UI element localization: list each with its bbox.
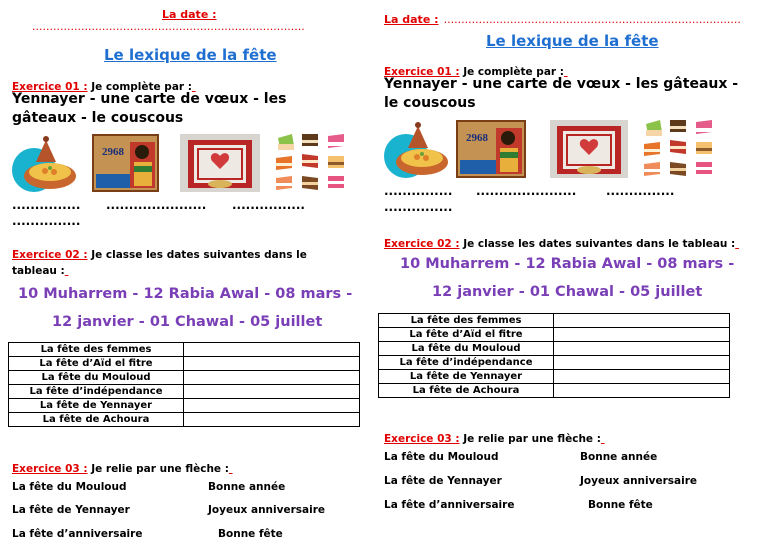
cakes-image [640, 116, 718, 180]
exercise-2-label: Exercice 02 : [12, 249, 88, 261]
greeting-card-image [550, 120, 628, 178]
answer-blank-3[interactable]: ................ [232, 198, 305, 212]
exercise-2-instruction: Je classe les dates suivantes dans le tableau : [459, 238, 736, 250]
match-right-2[interactable]: Joyeux anniversaire [580, 475, 698, 487]
exercise-1-label: Exercice 01 : [12, 81, 88, 93]
date-label: La date : [384, 13, 439, 26]
answer-blank-3[interactable]: ............... [606, 184, 675, 198]
table-row [9, 399, 360, 413]
exercise-2-header [12, 246, 342, 278]
answer-cell[interactable] [184, 385, 360, 399]
exercise-3-instruction: Je relie par une flèche : [459, 433, 601, 445]
fete-name: La fête de Achoura [379, 384, 554, 398]
date-dots: ..................................................................................... [443, 13, 741, 26]
match-right-1[interactable]: Bonne année [580, 451, 658, 463]
fete-name: La fête d’indépendance [379, 356, 554, 370]
couscous-image [12, 134, 78, 192]
match-right-2[interactable]: Joyeux anniversaire [208, 504, 326, 516]
right-worksheet [378, 0, 768, 543]
answer-cell[interactable] [554, 314, 730, 328]
exercise-1-words: Yennayer - une carte de vœux - les gâteaux - le couscous [12, 91, 287, 126]
match-left-3[interactable]: La fête d’anniversaire [12, 528, 143, 540]
match-right-3[interactable]: Bonne fête [218, 528, 283, 540]
answer-blank-4[interactable]: ............... [384, 200, 453, 214]
date-dots: .............................................................................. [32, 20, 305, 33]
answer-blank-1[interactable]: ............... [12, 198, 81, 212]
answer-cell[interactable] [554, 328, 730, 342]
exercise-1-instruction: Je complète par : [459, 66, 564, 78]
answer-blank-2[interactable]: ...................... [106, 198, 207, 212]
exercise-3-label: Exercice 03 : [384, 433, 460, 445]
table-row [9, 371, 360, 385]
yennayer-image [456, 120, 526, 178]
table-row [379, 356, 730, 370]
table-row [379, 328, 730, 342]
fete-name: La fête des femmes [9, 343, 184, 357]
match-right-3[interactable]: Bonne fête [588, 499, 653, 511]
fetes-table [378, 313, 730, 398]
match-left-2[interactable]: La fête de Yennayer [384, 475, 502, 487]
table-row [379, 384, 730, 398]
exercise-3-label: Exercice 03 : [12, 463, 88, 475]
fete-name: La fête du Mouloud [379, 342, 554, 356]
table-row [9, 343, 360, 357]
table-row [379, 370, 730, 384]
poster-year: 2968 [102, 146, 124, 158]
dates-line-2: 12 janvier - 01 Chawal - 05 juillet [432, 284, 703, 300]
answer-cell[interactable] [554, 384, 730, 398]
cakes-image [272, 130, 350, 194]
dates-line-2: 12 janvier - 01 Chawal - 05 juillet [52, 314, 323, 330]
dates-line-1: 10 Muharrem - 12 Rabia Awal - 08 mars - [400, 256, 735, 272]
page-title: Le lexique de la fête [486, 32, 659, 50]
exercise-1-words: Yennayer - une carte de vœux - les gâteaux - le couscous [384, 76, 739, 111]
answer-blank-2[interactable]: ...................... [476, 184, 577, 198]
table-row [9, 385, 360, 399]
table-row [379, 314, 730, 328]
fete-name: La fête du Mouloud [9, 371, 184, 385]
answer-cell[interactable] [554, 356, 730, 370]
page-title: Le lexique de la fête [104, 46, 277, 64]
exercise-2-instruction: Je classe les dates suivantes dans le tableau : [12, 249, 307, 277]
left-worksheet [0, 0, 372, 543]
match-left-1[interactable]: La fête du Mouloud [384, 451, 499, 463]
fete-name: La fête des femmes [379, 314, 554, 328]
table-row [9, 413, 360, 427]
fete-name: La fête d’Aïd el fitre [379, 328, 554, 342]
poster-year: 2968 [466, 132, 488, 144]
answer-blank-1[interactable]: ............... [384, 184, 453, 198]
table-row [9, 357, 360, 371]
fete-name: La fête de Achoura [9, 413, 184, 427]
exercise-2-label: Exercice 02 : [384, 238, 460, 250]
answer-blank-4[interactable]: ............... [12, 214, 81, 228]
answer-cell[interactable] [554, 370, 730, 384]
fetes-table [8, 342, 360, 427]
match-left-3[interactable]: La fête d’anniversaire [384, 499, 515, 511]
match-right-1[interactable]: Bonne année [208, 481, 286, 493]
yennayer-image [92, 134, 159, 192]
exercise-3-header [12, 457, 233, 476]
date-line [384, 8, 741, 27]
couscous-image [384, 120, 450, 178]
exercise-1-label: Exercice 01 : [384, 66, 460, 78]
fete-name: La fête d’Aïd el fitre [9, 357, 184, 371]
exercise-3-instruction: Je relie par une flèche : [87, 463, 229, 475]
date-label: La date : [162, 8, 217, 21]
dates-line-1: 10 Muharrem - 12 Rabia Awal - 08 mars - [18, 286, 353, 302]
answer-cell[interactable] [184, 357, 360, 371]
answer-cell[interactable] [554, 342, 730, 356]
answer-cell[interactable] [184, 413, 360, 427]
fete-name: La fête d’indépendance [9, 385, 184, 399]
fete-name: La fête de Yennayer [379, 370, 554, 384]
exercise-3-header [384, 427, 605, 446]
match-left-1[interactable]: La fête du Mouloud [12, 481, 127, 493]
fete-name: La fête de Yennayer [9, 399, 184, 413]
match-left-2[interactable]: La fête de Yennayer [12, 504, 130, 516]
exercise-1-instruction: Je complète par : [87, 81, 192, 93]
answer-cell[interactable] [184, 371, 360, 385]
table-row [379, 342, 730, 356]
exercise-2-header [384, 232, 739, 251]
answer-cell[interactable] [184, 399, 360, 413]
answer-cell[interactable] [184, 343, 360, 357]
greeting-card-image [180, 134, 260, 192]
